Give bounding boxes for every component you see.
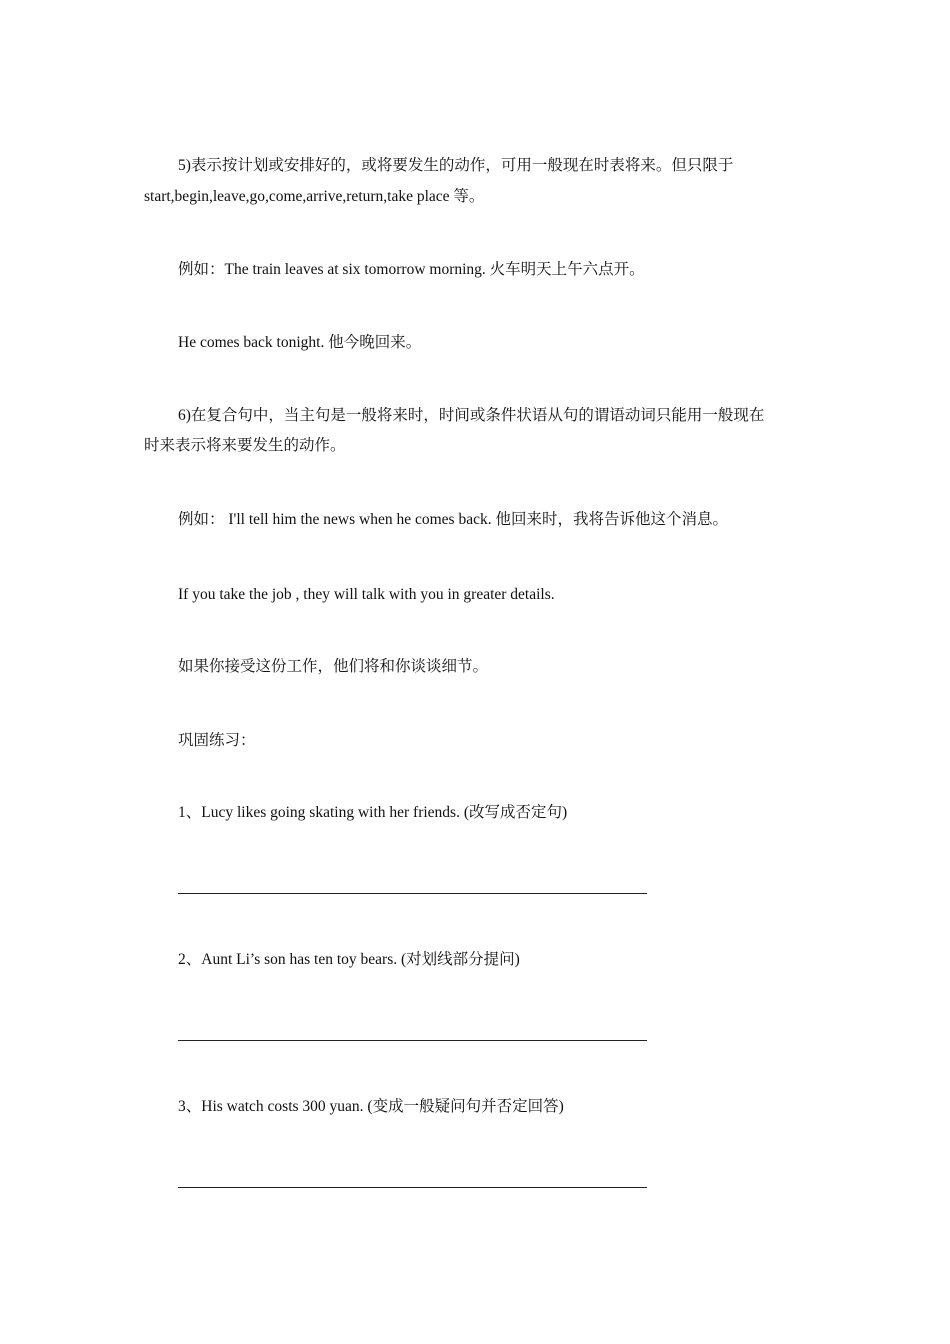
rule-5-line-1: 5)表示按计划或安排好的，或将要发生的动作，可用一般现在时表将来。但只限于 bbox=[178, 157, 734, 174]
rule-6-line-2: 时来表示将来要发生的动作。 bbox=[144, 437, 346, 454]
example-1-sentence-2: He comes back tonight. 他今晚回来。 bbox=[178, 334, 422, 351]
example-1-sentence-1: 例如：The train leaves at six tomorrow morning. 火车明天上午六点开。 bbox=[178, 261, 645, 278]
example-2-translation: 如果你接受这份工作，他们将和你谈谈细节。 bbox=[178, 658, 489, 675]
answer-line-1[interactable] bbox=[178, 893, 647, 894]
rule-6-line-1: 6)在复合句中，当主句是一般将来时，时间或条件状语从句的谓语动词只能用一般现在 bbox=[178, 407, 765, 424]
exercise-item-1: 1、Lucy likes going skating with her friends. (改写成否定句) bbox=[178, 804, 568, 821]
answer-line-2[interactable] bbox=[178, 1040, 647, 1041]
exercise-item-2: 2、Aunt Li’s son has ten toy bears. (对划线部分提问) bbox=[178, 951, 520, 968]
answer-line-3[interactable] bbox=[178, 1187, 647, 1188]
rule-5-line-2: start,begin,leave,go,come,arrive,return,take place 等。 bbox=[144, 188, 485, 205]
exercise-heading: 巩固练习： bbox=[178, 732, 256, 749]
example-2-sentence-2: If you take the job , they will talk with you in greater details. bbox=[178, 586, 555, 603]
example-2-sentence-1: 例如： I'll tell him the news when he comes back. 他回来时，我将告诉他这个消息。 bbox=[178, 511, 728, 528]
exercise-item-3: 3、His watch costs 300 yuan. (变成一般疑问句并否定回答) bbox=[178, 1098, 564, 1115]
